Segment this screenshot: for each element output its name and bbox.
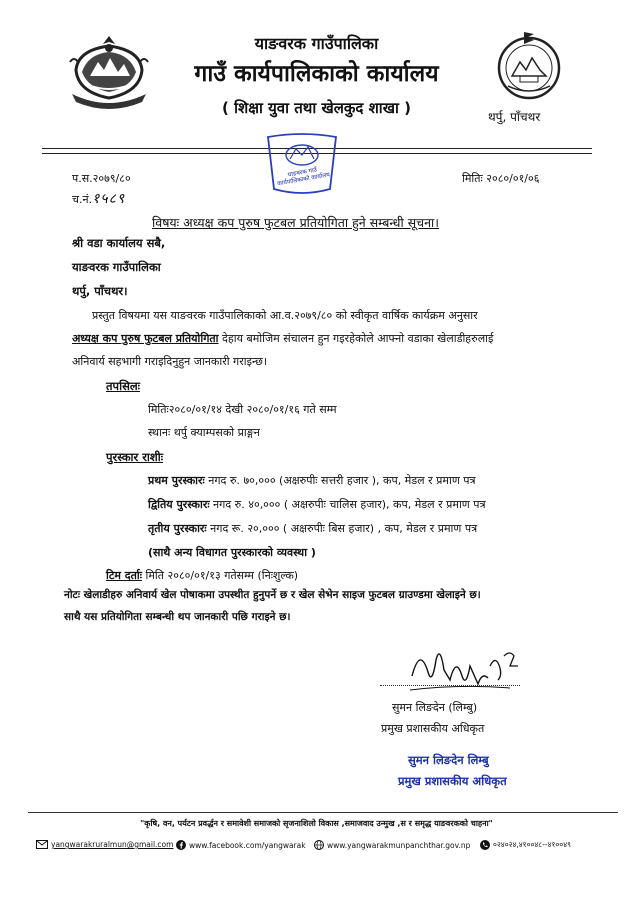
section-name: ( शिक्षा युवा तथा खेलकुद शाखा ): [222, 99, 411, 117]
prize-second-label: द्वितिय पुरस्कारः: [148, 498, 210, 511]
document-date: मितिः २०८०/०१/०६: [462, 172, 540, 185]
signature-icon: [400, 636, 530, 702]
footer-divider: [28, 812, 618, 813]
team-registration: [106, 568, 298, 583]
phone-text: ०२४०२४,४१००४८--४१००४९: [493, 840, 571, 849]
globe-icon: [314, 840, 324, 850]
prize-first: [148, 473, 476, 488]
prize-second: [148, 497, 486, 512]
address-line-3: थर्पु, पाँचथर।: [72, 284, 128, 298]
facebook-icon: [176, 840, 186, 850]
note-line-1: नोटः खेलाडीहरु अनिवार्य खेल पोषाकमा उपस्थीत हुनुपर्ने छ र खेल सेभेन साइज फुटबल ग्राउण्डमा खेलाइने छ।: [64, 589, 481, 601]
address-line-1: श्री वडा कार्यालय सबै,: [72, 236, 166, 250]
signature-stamp-name: सुमन लिङदेन लिम्बु: [408, 753, 489, 767]
body-line-2: [72, 331, 493, 346]
prize-third: [148, 521, 477, 536]
signature-stamp-title: प्रमुख प्रशासकीय अधिकृत: [398, 774, 507, 788]
event-venue: स्थानः थर्पु क्याम्पसको प्राङ्गन: [148, 426, 260, 439]
stamp-text: याङवरक गाउँ कार्यपालिकाको कार्यालय: [276, 166, 331, 188]
signature-line: [380, 685, 520, 686]
footer-email: [36, 840, 173, 849]
address-line-2: याङवरक गाउँपालिका: [72, 260, 161, 274]
prize-first-text: नगद रु. ७०,००० (अक्षरुपीः सत्तरी हजार ), कप, मेडल र प्रमाण पत्र: [204, 474, 476, 487]
footer-phone: [480, 840, 571, 850]
municipality-name: याङवरक गाउँपालिका: [254, 34, 379, 53]
prize-other: (साथै अन्य विधागत पुरस्कारको व्यवस्था ): [148, 546, 316, 559]
signatory-title: प्रमुख प्रशासकीय अधिकृत: [381, 722, 485, 735]
chn-value: १५८९: [92, 191, 126, 207]
chn-label: च.नं.: [72, 193, 93, 206]
office-stamp: [262, 133, 342, 195]
office-name: गाउँ कार्यपालिकाको कार्यालय: [194, 61, 439, 87]
subject-line: विषयः अध्यक्ष कप पुरुष फुटबल प्रतियोगिता हुने सम्बन्धी सूचना।: [152, 215, 440, 230]
body-line-3: अनिवार्य सहभागी गराइदिनुहुन जानकारी गराइन्छ।: [72, 355, 268, 368]
prize-third-text: नगद रू. २०,००० ( अक्षरुपीः बिस हजार) , कप, मेडल र प्रमाण पत्र: [206, 522, 478, 535]
body-line-2-rest: देहाय बमोजिम संचालन हुन गइरहेकोले आफ्नो वडाका खेलाडीहरुलाई: [218, 332, 494, 345]
footer-website: [314, 840, 470, 850]
footer-slogan: "कृषि, वन, पर्यटन प्रवर्द्धन र समावेशी समाजको सृजनाशिलो विकास ,समाजवाद उन्मुख ,स र समृद्ध याङवरकको चाहना": [140, 819, 493, 828]
registration-label: टिम दर्ताः: [106, 569, 142, 582]
registration-text: मिति २०८०/०१/१३ गतेसम्म (निःशुल्क): [141, 569, 299, 582]
email-icon: [36, 840, 48, 849]
phone-icon: [480, 840, 490, 850]
facebook-text: www.facebook.com/yangwarak: [189, 840, 306, 850]
note-line-2: साथै यस प्रतियोगिता सम्बन्धी थप जानकारी पछि गराइने छ।: [64, 611, 291, 623]
details-heading: तपसिलः: [106, 379, 140, 393]
signatory-name: सुमन लिङदेन (लिम्बु): [392, 701, 478, 714]
body-line-1: प्रस्तुत विषयमा यस याङवरक गाउँपालिकाको आ.व.२०७९/८० को स्वीकृत वार्षिक कार्यक्रम अनुसार: [92, 309, 478, 322]
prize-second-text: नगद रु. ४०,००० ( अक्षरुपीः चालिस हजार), कप, मेडल र प्रमाण पत्र: [209, 498, 486, 511]
reference-chn: [72, 189, 125, 208]
office-location: थर्पु, पाँचथर: [488, 110, 541, 124]
footer-facebook: [176, 840, 306, 850]
competition-name: अध्यक्ष कप पुरुष फुटबल प्रतियोगिता: [72, 332, 219, 345]
email-text: yangwarakruralmun@gmail.com: [51, 840, 174, 849]
prize-third-label: तृतीय पुरस्कारः: [148, 522, 207, 535]
prize-first-label: प्रथम पुरस्कारः: [148, 474, 205, 487]
event-date: मितिः२०८०/०१/१४ देखी २०८०/०१/१६ गते सम्म: [148, 403, 337, 416]
reference-ps: प.स.२०७९/८०: [72, 172, 131, 185]
website-text: www.yangwarakmunpanchthar.gov.np: [327, 840, 471, 850]
prizes-heading: पुरस्कार राशीः: [106, 450, 164, 464]
